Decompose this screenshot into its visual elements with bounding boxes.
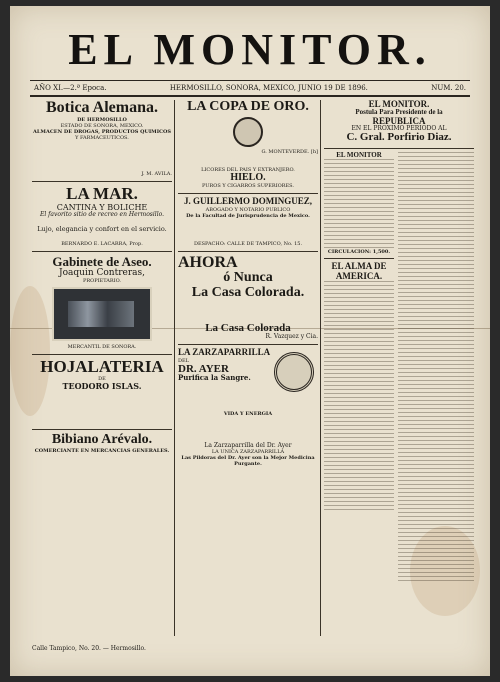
- ad-text: VIDA Y ENERGIA: [223, 411, 273, 418]
- ad-text: LA UNICA ZARZAPARRILLA: [211, 449, 285, 456]
- section-title: EL MONITOR: [336, 150, 382, 159]
- ad-text: PUROS Y CIGARROS SUPERIORES.: [201, 183, 295, 190]
- dateline-number: NUM. 20.: [431, 84, 466, 92]
- ad-botica-alemana: [32, 100, 172, 177]
- ad-text: La Casa Colorada.: [191, 285, 305, 301]
- ad-title: LA ZARZAPARRILLA: [178, 347, 271, 358]
- ad-la-mar: [32, 185, 172, 247]
- ad-copa-de-oro: [178, 100, 318, 189]
- ad-hojalateria: [32, 358, 172, 425]
- ad-text: Lujo, elegancia y confort en el servicio.: [37, 224, 167, 233]
- ad-text: Las Pildoras del Dr. Ayer son la Mejor Medicina Purgante.: [181, 455, 315, 468]
- ad-text: LICORES DEL PAIS Y EXTRANJERO.: [201, 166, 295, 173]
- ad-text: La Zarzaparrilla del Dr. Ayer: [204, 442, 292, 450]
- dateline: [30, 80, 470, 97]
- ad-text: CIRCULACION: 1,500.: [327, 249, 391, 256]
- ad-text: TEODORO ISLAS.: [62, 381, 142, 392]
- ad-casa-colorada: [178, 255, 318, 341]
- ad-owner: R. Vazquez y Cia.: [265, 333, 318, 341]
- ad-text: DEL: [178, 357, 189, 364]
- ad-text: Purifica la Sangre.: [178, 373, 251, 383]
- newspaper-page: [10, 6, 490, 676]
- ad-text: DE: [98, 376, 106, 383]
- text-block: [398, 152, 474, 582]
- ad-text: ó Nunca: [223, 270, 273, 286]
- ad-text: ALMACEN DE DROGAS, PRODUCTOS QUIMICOS: [33, 128, 171, 135]
- ad-title: J. GUILLERMO DOMINGUEZ,: [183, 196, 312, 207]
- ad-zarzaparrilla: [178, 348, 318, 467]
- ad-text: DE HERMOSILLO: [77, 116, 127, 123]
- ad-text: Postula Para Presidente de la: [355, 108, 443, 117]
- ad-text: ESTADO DE SONORA, MEXICO.: [60, 122, 144, 129]
- ad-text: EN EL PROXIMO PERIODO AL: [351, 125, 447, 133]
- ad-text: DR. AYER: [178, 362, 229, 375]
- ad-text: El favorito sitio de recreo en Hermosillo.: [39, 210, 165, 218]
- section-title: EL MONITOR.: [368, 100, 430, 109]
- footer-line: [32, 642, 460, 654]
- ad-title: Bibiano Arévalo.: [51, 432, 153, 448]
- column-rule: [174, 100, 175, 636]
- ad-gabinete-de-aseo: [32, 255, 172, 351]
- copa-emblem-icon: [233, 117, 263, 147]
- section-title: EL ALMA DE AMERICA.: [331, 261, 387, 281]
- ad-text: PROPIETARIO.: [82, 278, 122, 285]
- ad-owner: BERNARDO E. LACARRA, Prop.: [61, 240, 143, 247]
- text-block: [324, 281, 394, 511]
- ad-text: C. Gral. Porfirio Diaz.: [346, 131, 452, 144]
- ad-text: HIELO.: [230, 171, 266, 183]
- ad-text: COMERCIANTE EN MERCANCIAS GENERALES.: [34, 447, 170, 454]
- ad-title: Gabinete de Aseo.: [52, 253, 152, 269]
- ad-text: MERCANTIL DE SONORA.: [67, 344, 137, 351]
- footer-address: Calle Tampico, No. 20. — Hermosillo.: [32, 644, 146, 652]
- ad-text: DESPACHO: CALLE DE TAMPICO, No. 15.: [193, 240, 303, 247]
- ad-text: Joaquin Contreras,: [59, 268, 145, 279]
- column-ads-left: [32, 100, 172, 638]
- column-ads-center: [178, 100, 318, 638]
- ad-title: HOJALATERIA: [40, 357, 164, 377]
- dateline-issue: AÑO XI.—2.ª Epoca.: [34, 84, 107, 92]
- ad-guillermo-dominguez: [178, 197, 318, 246]
- ad-title: Botica Alemana.: [46, 100, 158, 116]
- barbershop-photo: [52, 287, 152, 341]
- column-editorial: [324, 100, 474, 638]
- masthead: EL MONITOR.: [68, 25, 432, 74]
- ad-text: ABOGADO Y NOTARIO PUBLICO: [205, 206, 291, 213]
- candidacy-announcement: [324, 100, 474, 144]
- ad-title: LA COPA DE ORO.: [187, 100, 309, 114]
- ad-title: AHORA: [178, 253, 238, 271]
- ad-bibiano-arevalo: [32, 433, 172, 454]
- ad-text: REPUBLICA: [372, 115, 426, 126]
- ad-text: La Casa Colorada: [205, 321, 291, 334]
- dateline-place-date: HERMOSILLO, SONORA, MEXICO, JUNIO 19 DE 1896.: [169, 84, 368, 92]
- ad-text: CANTINA Y BOLICHE: [56, 202, 148, 212]
- ad-text: Y FARMACEUTICOS.: [75, 134, 129, 141]
- text-block: [324, 159, 394, 249]
- ad-owner: J. M. AVILA.: [141, 170, 172, 177]
- ad-title: LA MAR.: [66, 183, 138, 203]
- ad-owner: G. MONTEVERDE. [h]: [261, 148, 318, 155]
- ad-text: De la Facultad de Jurisprudencia de Mexico.: [186, 212, 310, 219]
- column-rule: [320, 100, 321, 636]
